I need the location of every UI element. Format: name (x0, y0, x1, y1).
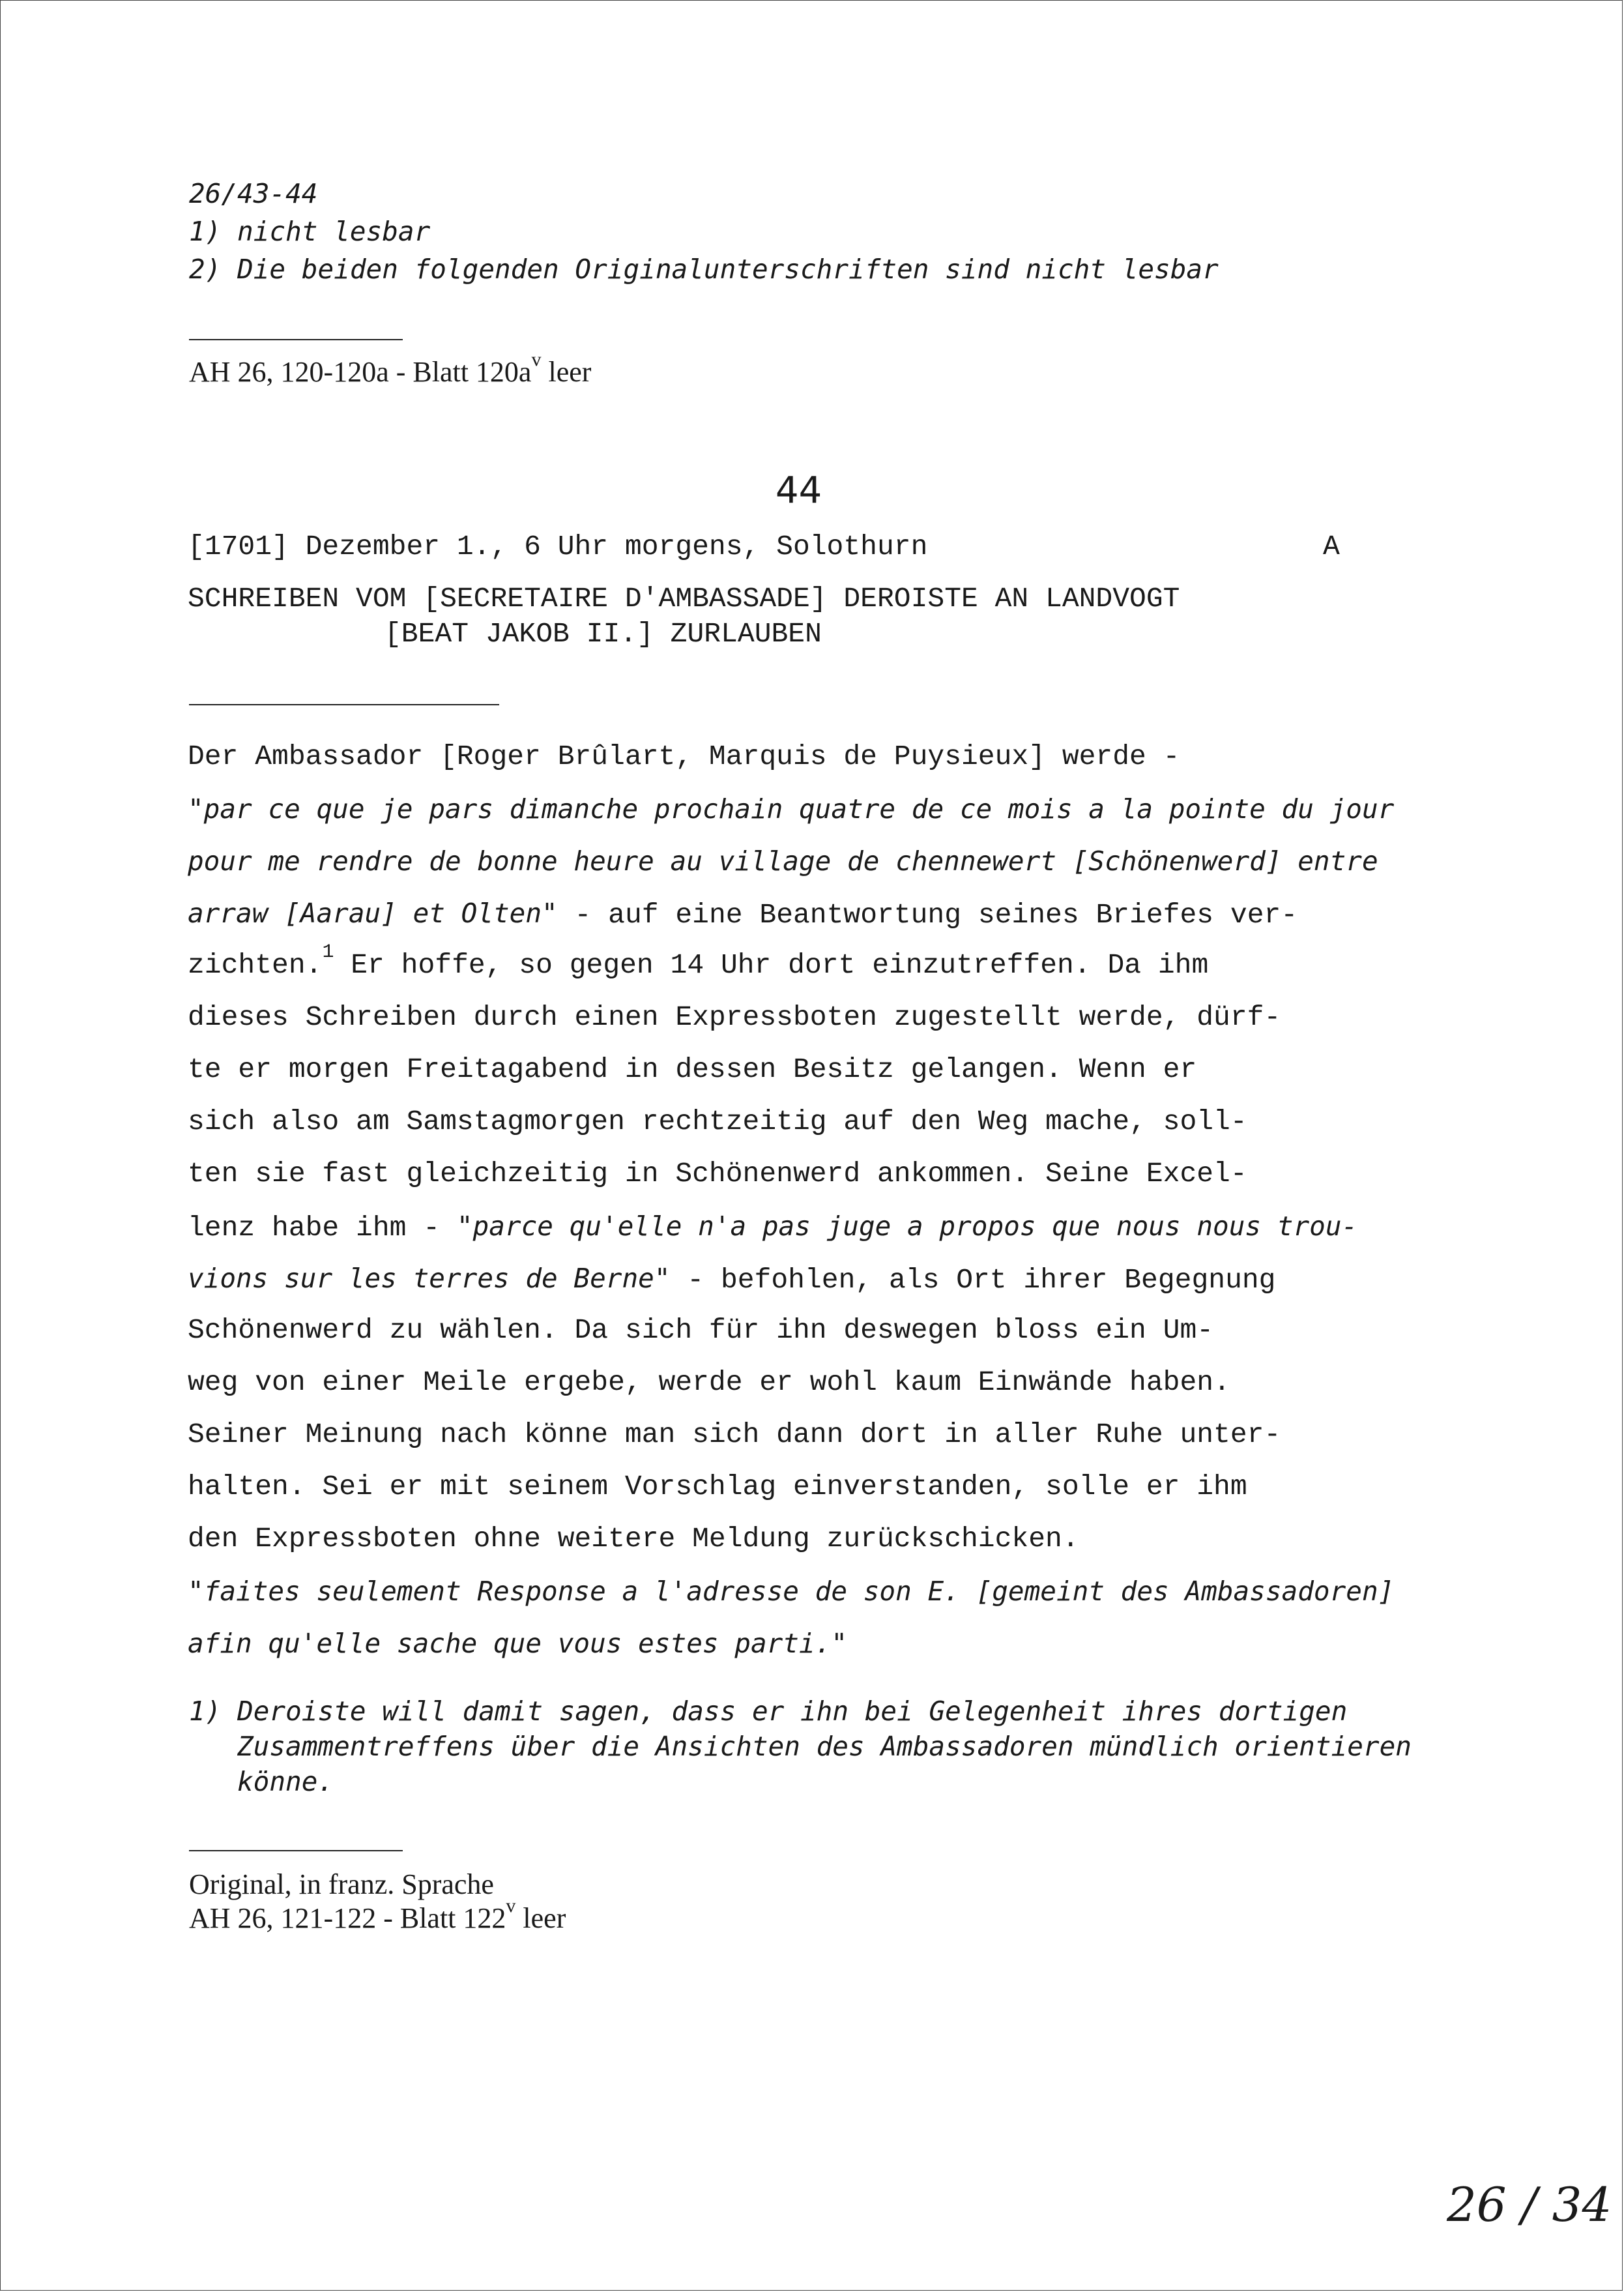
handwritten-page-mark: 26 / 34 (1447, 2177, 1612, 2232)
header-ref: 26/43-44 (189, 178, 318, 209)
title-line-1: SCHREIBEN VOM [SECRETAIRE D'AMBASSADE] DEROISTE AN LANDVOGT (188, 583, 1180, 615)
dateline-letter: A (1323, 531, 1340, 563)
footnote-marker: 1 (322, 941, 334, 963)
header-note-1: 1) nicht lesbar (189, 216, 431, 247)
divider (189, 1850, 403, 1851)
header-note-2: 2) Die beiden folgenden Originalunterschriften sind nicht lesbar (189, 254, 1219, 285)
footnote-line: könne. (237, 1766, 334, 1797)
body-line: te er morgen Freitagabend in dessen Besitz gelangen. Wenn er (188, 1053, 1197, 1085)
divider (189, 704, 499, 705)
footnote-line: 1) Deroiste will damit sagen, dass er ihn bei Gelegenheit ihres dortigen (189, 1696, 1348, 1727)
source-text: AH 26, 121-122 - Blatt 122 (189, 1902, 506, 1934)
body-line: Seiner Meinung nach könne man sich dann dort in aller Ruhe unter- (188, 1418, 1281, 1450)
footnote-line: Zusammentreffens über die Ansichten des Ambassadoren mündlich orientieren (237, 1731, 1412, 1762)
body-line (188, 941, 1209, 982)
body-line: ten sie fast gleichzeitig in Schönenwerd ankommen. Seine Excel- (188, 1158, 1247, 1190)
source-sup: v (506, 1895, 516, 1917)
body-line (188, 897, 1298, 932)
body-line (188, 1262, 1275, 1297)
prev-source-tail: leer (541, 356, 592, 388)
prev-source-sup: v (531, 349, 542, 370)
body-line (188, 1210, 1357, 1244)
prev-source-text: AH 26, 120-120a - Blatt 120a (189, 356, 532, 388)
source-line-1: Original, in franz. Sprache (189, 1868, 494, 1900)
divider (189, 339, 403, 340)
body-line-quote: afin qu'elle sache que vous estes parti." (188, 1628, 848, 1659)
body-line-quote: "par ce que je pars dimanche prochain quatre de ce mois a la pointe du jour (188, 793, 1395, 825)
body-line: halten. Sei er mit seinem Vorschlag einverstanden, solle er ihm (188, 1471, 1247, 1503)
body-line: weg von einer Meile ergebe, werde er wohl kaum Einwände haben. (188, 1366, 1230, 1398)
body-fragment: - auf eine Beantwortung seines Briefes ver- (557, 899, 1298, 931)
body-fragment: lenz habe ihm - (188, 1212, 457, 1244)
body-line: Der Ambassador [Roger Brûlart, Marquis de Puysieux] werde - (188, 741, 1180, 772)
prev-source-ref (189, 349, 592, 389)
body-line: sich also am Samstagmorgen rechtzeitig auf den Weg mache, soll- (188, 1106, 1247, 1138)
body-fragment: Er hoffe, so gegen 14 Uhr dort einzutreffen. Da ihm (334, 949, 1209, 981)
body-fragment: - befohlen, als Ort ihrer Begegnung (670, 1264, 1276, 1296)
body-fragment: zichten. (188, 949, 323, 981)
title-line-2: [BEAT JAKOB II.] ZURLAUBEN (384, 618, 822, 650)
quote-fragment: "parce qu'elle n'a pas juge a propos que nous nous trou- (456, 1211, 1358, 1242)
quote-fragment: vions sur les terres de Berne" (188, 1263, 671, 1294)
body-line-quote: pour me rendre de bonne heure au village de chennewert [Schönenwerd] entre (188, 845, 1378, 877)
body-line: Schönenwerd zu wählen. Da sich für ihn deswegen bloss ein Um- (188, 1314, 1214, 1346)
body-line: den Expressboten ohne weitere Meldung zurückschicken. (188, 1523, 1079, 1555)
body-line-quote: "faites seulement Response a l'adresse de son E. [gemeint des Ambassadoren] (188, 1576, 1395, 1607)
source-tail: leer (515, 1902, 566, 1934)
dateline-date: [1701] Dezember 1., 6 Uhr morgens, Solothurn (188, 531, 928, 563)
source-line-2 (189, 1895, 566, 1935)
doc-number: 44 (776, 469, 822, 512)
body-line: dieses Schreiben durch einen Expressboten zugestellt werde, dürf- (188, 1001, 1281, 1033)
quote-fragment: arraw [Aarau] et Olten" (188, 898, 558, 929)
